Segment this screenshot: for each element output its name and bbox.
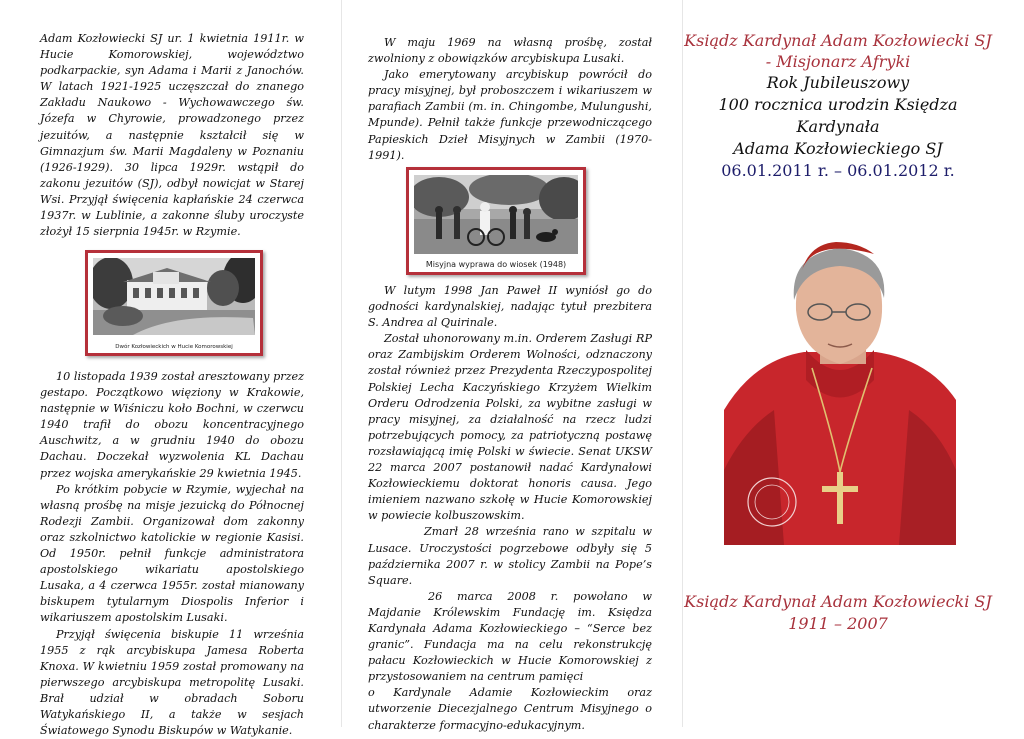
biography-paragraph-9: Zmarł 28 września rano w szpitalu w Lusace. Uroczystości pogrzebowe odbyły się 5 października 2007 r. w stolicy Zambii na Pope’s Square. bbox=[368, 524, 652, 588]
cardinal-portrait-image bbox=[724, 240, 956, 545]
manor-photo-frame bbox=[85, 250, 263, 356]
biography-paragraph-2: 10 listopada 1939 został aresztowany przez gestapo. Początkowo więziony w Krakowie, następnie w Wiśniczu koło Bochni, w czerwcu 1940 trafił do obozu koncentracyjnego Auschwitz, a w grudniu 1940 do obozu Dachau. Doczekał wyzwolenia KL Dachau przez wojska amerykańskie 29 kwietnia 1945. bbox=[40, 369, 304, 482]
middle-column-bottom bbox=[368, 283, 652, 734]
bottom-title-name: Ksiądz Kardynał Adam Kozłowiecki SJ bbox=[676, 591, 1000, 613]
jubilee-heading: Rok Jubileuszowy bbox=[676, 72, 1000, 94]
mission-photo-image bbox=[414, 175, 578, 254]
left-column-top bbox=[40, 31, 304, 240]
biography-paragraph-3: Po krótkim pobycie w Rzymie, wyjechał na własną prośbę na misje jezuicką do Północnej Rodezji Zambii. Organizował dom zakonny oraz szkolnictwo katolickie w regionie Kasisi. Od 1950r. pełnił funkcje administratora apostolskiego wikariatu apostolskiego Lusaka, a 4 czerwca 1955r. został mianowany biskupem tytularnym Diospolis Inferior i wikariuszem apostolskim Lusaki. bbox=[40, 482, 304, 627]
biography-paragraph-1: Adam Kozłowiecki SJ ur. 1 kwietnia 1911r. w Hucie Komorowskiej, województwo podkarpackie, syn Adama i Marii z Janochów. W latach 1921-1925 uczęszczał do znanego Zakładu Naukowo - Wychowawczego św. Józefa w Chyrowie, prowadzonego przez jezuitów, a następnie kształcił się w Gimnazjum św. Marii Magdaleny w Poznaniu (1926-1929). 30 lipca 1929r. wstąpił do zakonu jezuitów (SJ), odbył nowicjat w Starej Wsi. Przyjął święcenia kapłańskie 24 czerwca 1937r. w Lublinie, a zakonne śluby uroczyste złożył 15 sierpnia 1945r. w Rzymie. bbox=[40, 31, 304, 240]
biography-paragraph-7: W lutym 1998 Jan Paweł II wyniósł go do godności kardynalskiej, nadając tytuł prezbitera S. Andrea al Quirinale. bbox=[368, 283, 652, 331]
cardinal-portrait bbox=[724, 240, 956, 545]
biography-paragraph-4: Przyjął święcenia biskupie 11 września 1955 z rąk arcybiskupa Jamesa Roberta Knoxa. W kwietniu 1959 został promowany na pierwszego arcybiskupa metropolitę Lusaki. Brał udział w obradach Soboru Watykańskiego II, a także w sesjach Światowego Synodu Biskupów w Watykanie. bbox=[40, 627, 304, 739]
anniversary-line-1: 100 rocznica urodzin Księdza Kardynała bbox=[676, 94, 1000, 138]
bottom-title-block bbox=[676, 591, 1000, 635]
biography-paragraph-5: W maju 1969 na własną prośbę, został zwolniony z obowiązków arcybiskupa Lusaki. bbox=[368, 35, 652, 67]
biography-paragraph-8: Został uhonorowany m.in. Orderem Zasługi RP oraz Zambijskim Orderem Wolności, odznaczony został również przez Prezydenta Rzeczypospolitej Polskiej Lecha Kaczyńskiego Krzyżem Wielkim Orderu Odrodzenia Polski, za wybitne zasługi w pracy misyjnej, za działalność na rzecz ludzi potrzebujących pomocy, za patriotyczną postawę rozsławiającą imię Polski w świecie. Senat UKSW 22 marca 2007 postanowił nadać Kardynałowi Kozłowieckiemu doktorat honoris causa. Jego imieniem nazwano szkołę w Hucie Komorowskiej w powiecie kolbuszowskim. bbox=[368, 331, 652, 524]
title-subtitle: - Misjonarz Afryki bbox=[676, 51, 1000, 72]
jubilee-dates: 06.01.2011 r. – 06.01.2012 r. bbox=[676, 160, 1000, 182]
bottom-title-years: 1911 – 2007 bbox=[676, 613, 1000, 635]
mission-photo bbox=[414, 175, 578, 254]
middle-column-top bbox=[368, 35, 652, 164]
title-name: Ksiądz Kardynał Adam Kozłowiecki SJ bbox=[676, 30, 1000, 51]
biography-paragraph-10: 26 marca 2008 r. powołano w Majdanie Królewskim Fundację im. Księdza Kardynała Adama Kozłowieckiego – “Serce bez granic”. Fundacja ma na celu rekonstrukcję pałacu Kozłowieckich w Hucie Komorowskiej z przystosowaniem na centrum pamięci bbox=[368, 589, 652, 686]
fold-line-left bbox=[341, 0, 342, 727]
manor-photo-image bbox=[93, 258, 255, 335]
anniversary-line-2: Adama Kozłowieckiego SJ bbox=[676, 138, 1000, 160]
biography-paragraph-11: o Kardynale Adamie Kozłowieckim oraz utworzenie Diecezjalnego Centrum Misyjnego o charakterze formacyjno-edukacyjnym. bbox=[368, 685, 652, 733]
biography-paragraph-6: Jako emerytowany arcybiskup powrócił do pracy misyjnej, był proboszczem i wikariuszem w parafiach Zambii (m. in. Chingombe, Mulungushi, Mpunde). Pełnił także funkcje przewodniczącego Papieskich Dzieł Misyjnych w Zambii (1970-1991). bbox=[368, 67, 652, 164]
manor-photo bbox=[93, 258, 255, 335]
left-column-bottom bbox=[40, 369, 304, 739]
manor-photo-caption: Dwór Kozłowieckich w Hucie Komorowskiej bbox=[88, 344, 260, 350]
title-block bbox=[676, 30, 1000, 182]
mission-photo-caption: Misyjna wyprawa do wiosek (1948) bbox=[409, 260, 583, 269]
mission-photo-frame bbox=[406, 167, 586, 275]
